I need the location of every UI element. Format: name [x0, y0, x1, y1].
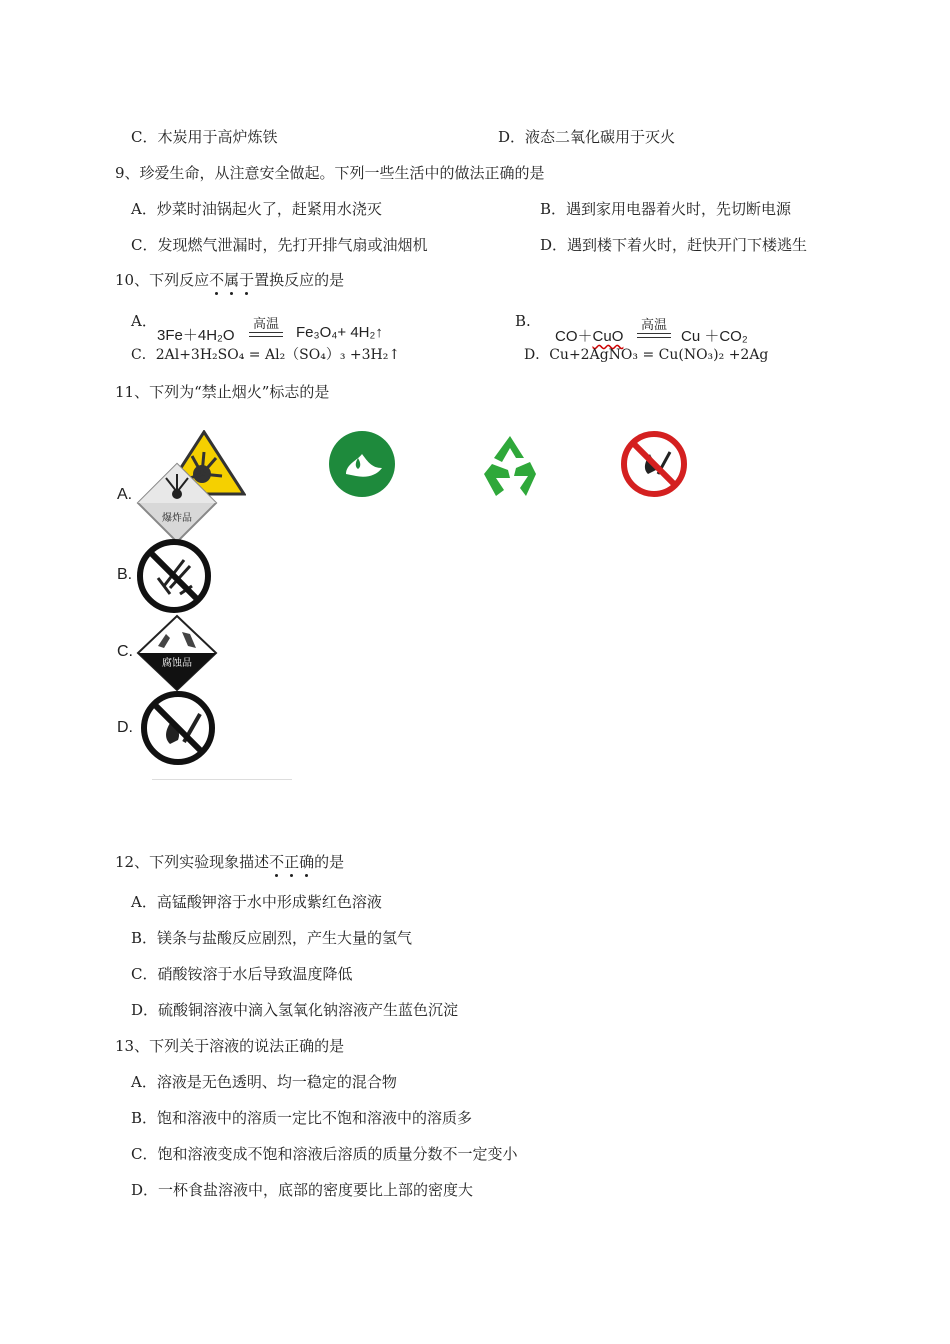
q11-label-b: B.	[117, 566, 133, 583]
q13-stem: 13、下列关于溶液的说法正确的是	[115, 1037, 345, 1055]
q10-stem	[115, 270, 344, 290]
q11-label-d: D.	[117, 719, 133, 736]
q9-stem: 9、珍爱生命，从注意安全做起。下列一些生活中的做法正确的是	[115, 164, 545, 182]
q12-option-b: B．镁条与盐酸反应剧烈，产生大量的氢气	[131, 929, 413, 947]
q10-eq-b-left	[555, 325, 623, 346]
explosive-label: 爆炸品	[162, 513, 192, 524]
q9-option-d: D．遇到楼下着火时，赶快开门下楼逃生	[540, 236, 808, 254]
q9-option-b: B．遇到家用电器着火时，先切断电源	[540, 200, 792, 218]
q10-emph-3: 于	[239, 271, 255, 289]
q9-option-c: C．发现燃气泄漏时，先打开排气扇或油烟机	[131, 236, 428, 254]
q13-option-c: C．饱和溶液变成不饱和溶液后溶质的质量分数不一定变小	[131, 1145, 518, 1163]
q10-option-c: C．2Al+3H₂SO₄ = Al₂（SO₄）₃ +3H₂↑	[131, 347, 401, 363]
no-open-flame-icon-small	[618, 430, 690, 498]
no-smoking-fire-icon	[138, 690, 220, 766]
no-fireworks-icon	[134, 538, 214, 614]
image-divider	[152, 779, 292, 780]
corrosive-diamond-icon	[136, 614, 218, 692]
recycle-icon	[476, 432, 544, 500]
q10-stem-post: 置换反应的是	[254, 271, 345, 289]
explosive-diamond-icon	[136, 462, 218, 544]
q12-stem-post: 的是	[314, 853, 345, 871]
q11-stem: 11、下列为“禁止烟火”标志的是	[115, 383, 330, 401]
q11-label-a: A.	[117, 486, 133, 503]
q12-stem	[115, 852, 344, 872]
q12-emph-1: 不	[269, 853, 285, 871]
q11-label-c: C.	[117, 643, 133, 660]
q9-option-a: A．炒菜时油锅起火了，赶紧用水浇灭	[131, 200, 382, 218]
corrosive-label: 腐蚀品	[162, 658, 192, 669]
q10-emph-1: 不	[209, 271, 225, 289]
q10-eq-a-condition: 高温	[249, 313, 283, 332]
water-saving-icon	[326, 430, 398, 498]
q12-option-a: A．高锰酸钾溶于水中形成紫红色溶液	[131, 893, 382, 911]
q10-label-b: B.	[515, 312, 531, 330]
q12-option-d: D．硫酸铜溶液中滴入氢氧化钠溶液产生蓝色沉淀	[131, 1001, 459, 1019]
q10-eq-b-right: Cu ＋CO₂	[681, 328, 748, 345]
q10-stem-pre: 10、下列反应	[115, 271, 210, 289]
q12-emph-3: 确	[299, 853, 315, 871]
q13-option-a: A．溶液是无色透明、均一稳定的混合物	[131, 1073, 397, 1091]
q10-eq-a-left: 3Fe＋4H₂O	[157, 327, 235, 344]
q10-option-d: D．Cu+2AgNO₃ = Cu(NO₃)₂ +2Ag	[524, 347, 769, 363]
q10-emph-2: 属	[224, 271, 240, 289]
q10-eq-b-co: CO＋	[555, 328, 593, 345]
q10-eq-a-right: Fe₃O₄+ 4H₂↑	[296, 324, 383, 341]
q8-option-c: C．木炭用于高炉炼铁	[131, 128, 278, 146]
q10-label-a: A．	[131, 312, 157, 330]
q8-option-d: D．液态二氧化碳用于灭火	[498, 128, 676, 146]
q13-option-b: B．饱和溶液中的溶质一定比不饱和溶液中的溶质多	[131, 1109, 473, 1127]
q12-option-c: C．硝酸铵溶于水后导致温度降低	[131, 965, 353, 983]
q10-eq-b-condition: 高温	[637, 314, 671, 333]
q10-eq-b-cuo: CuO	[592, 328, 624, 345]
q13-option-d: D．一杯食盐溶液中，底部的密度要比上部的密度大	[131, 1181, 474, 1199]
q12-emph-2: 正	[284, 853, 300, 871]
q12-stem-pre: 12、下列实验现象描述	[115, 853, 270, 871]
